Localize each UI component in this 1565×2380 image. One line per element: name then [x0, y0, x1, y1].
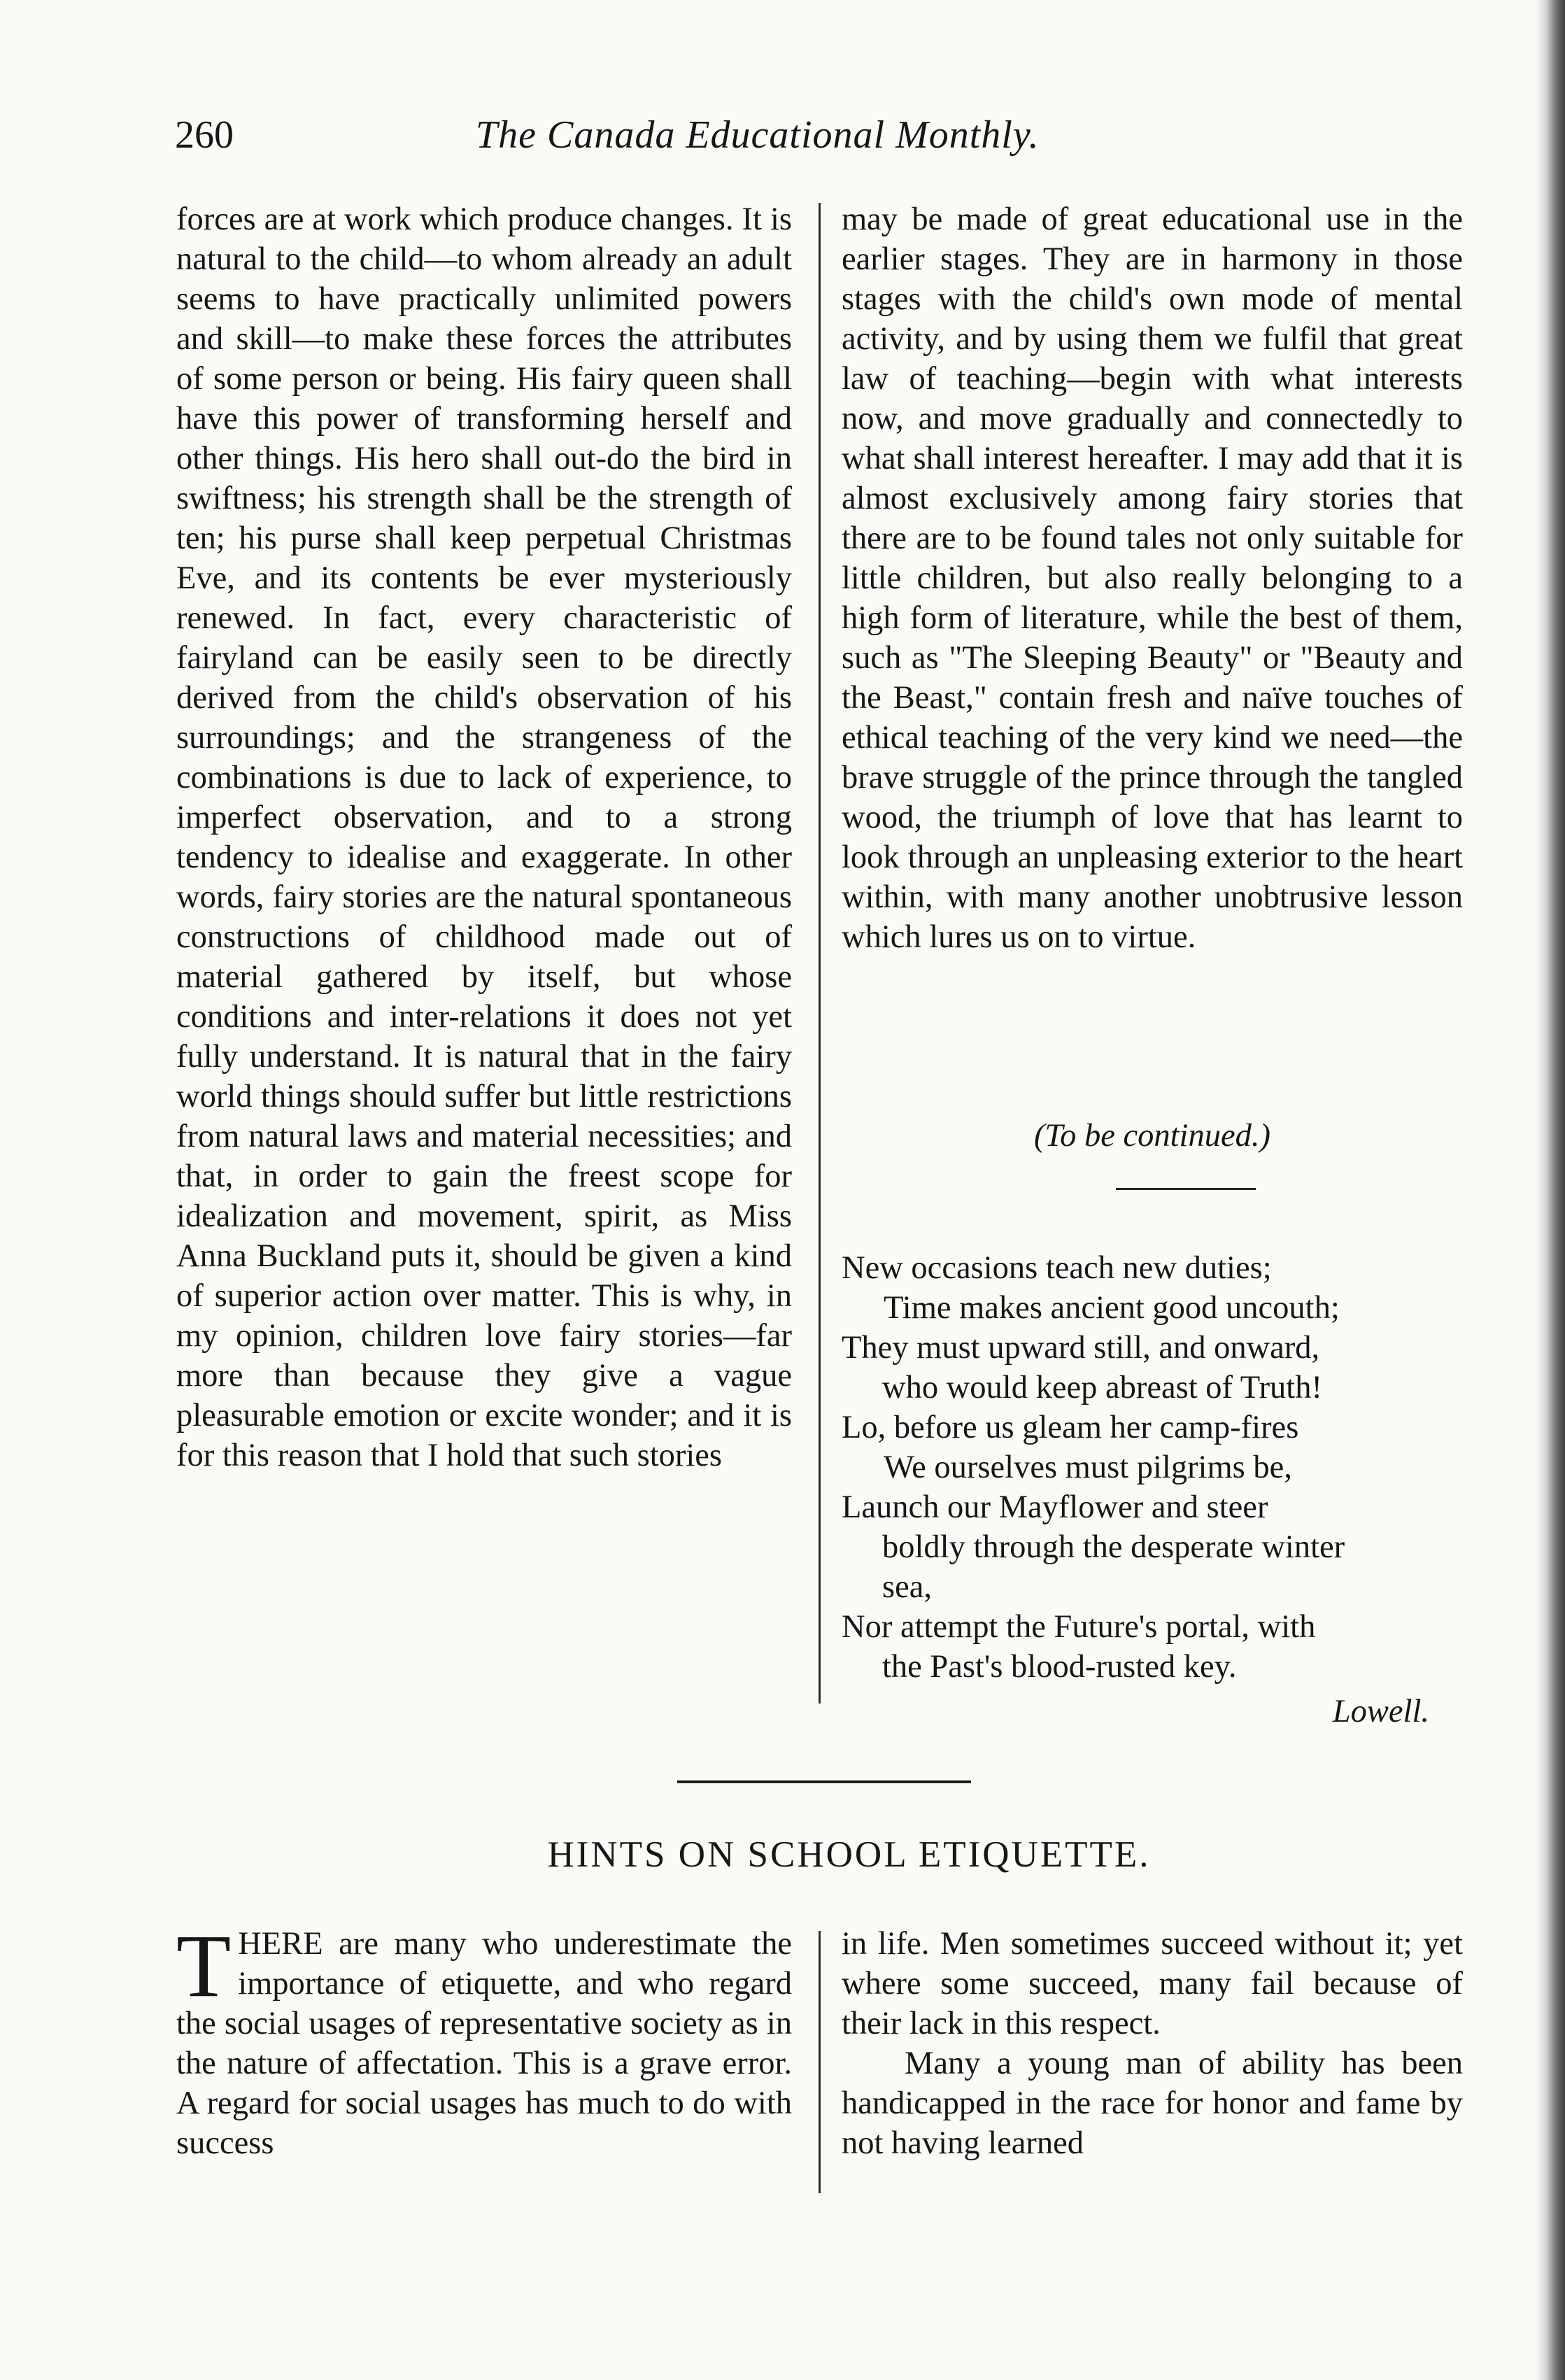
- poem-separator-rule: [1116, 1188, 1256, 1190]
- running-title: The Canada Educational Monthly.: [476, 113, 1040, 157]
- poem: [842, 1248, 1463, 1687]
- etiquette-left-column: [176, 1916, 792, 2163]
- poem-line: boldly through the desperate winter: [882, 1529, 1345, 1565]
- etiquette-right-column: [842, 1924, 1463, 2163]
- poem-line: Time makes ancient good uncouth;: [884, 1290, 1340, 1326]
- etiquette-paragraph-1: in life. Men sometimes succeed without it; yet where some succeed, many fail because of their lack in this respect.: [842, 1926, 1463, 2041]
- drop-cap: T: [176, 1916, 232, 2016]
- poem-line: Lo, before us gleam her camp-fires: [842, 1410, 1299, 1445]
- poem-line: who would keep abreast of Truth!: [882, 1370, 1322, 1405]
- article-left-paragraph: forces are at work which produce changes. It is natural to the child—to whom already an adult seems to have practically unlimited powers and skill—to make these forces the attributes of some person or being. His fairy queen shall have this power of transforming herself and other things. His hero shall out-do the bird in swiftness; his strength shall be the strength of ten; his purse shall keep perpetual Christmas Eve, and its contents be ever mysteriously renewed. In fact, every characteristic of fairyland can be easily seen to be directly derived from the child's observation of his surroundings; and the strangeness of the combinations is due to lack of experience, to imperfect observation, and to a strong tendency to idealise and exaggerate. In other words, fairy stories are the natural spontaneous constructions of childhood made out of material gathered by itself, but whose conditions and inter-relations it does not yet fully understand. It is natural that in the fairy world things should suffer but little restrictions from natural laws and material necessities; and that, in order to gain the freest scope for idealization and movement, spirit, as Miss Anna Buckland puts it, should be given a kind of superior action over matter. This is why, in my opinion, children love fairy stories—far more than because they give a vague pleasurable emotion or excite wonder; and it is for this reason that I hold that such stories: [176, 201, 792, 1473]
- poem-line: Nor attempt the Future's portal, with: [842, 1609, 1316, 1645]
- etiquette-paragraph-2: Many a young man of ability has been handicapped in the race for honor and fame by not having learned: [842, 2046, 1463, 2161]
- article-right-column: [842, 199, 1463, 957]
- etiquette-intro-text: HERE are many who underestimate the importance of etiquette, and who regard the social usages of representative society as in the nature of affectation. This is a grave error. A regard for social usages has much to do with success: [176, 1926, 792, 2161]
- poem-line: We ourselves must pilgrims be,: [884, 1450, 1292, 1485]
- etiquette-intro-paragraph: [176, 1916, 792, 2163]
- poem-line: New occasions teach new duties;: [842, 1250, 1272, 1286]
- column-divider-top: [819, 203, 821, 1703]
- page-number: 260: [175, 113, 234, 157]
- poem-line: the Past's blood-rusted key.: [882, 1649, 1237, 1685]
- poem-line: sea,: [882, 1569, 932, 1605]
- section-heading: HINTS ON SCHOOL ETIQUETTE.: [547, 1834, 1151, 1875]
- column-divider-bottom: [819, 1931, 821, 2193]
- article-left-column: [176, 199, 792, 1475]
- poem-author: Lowell.: [1332, 1694, 1429, 1729]
- section-separator-rule: [677, 1780, 971, 1783]
- article-right-paragraph: may be made of great educational use in the earlier stages. They are in harmony in those stages with the child's own mode of mental activity, and by using them we fulfil that great law of teaching—begin with what interests now, and move gradually and connectedly to what shall interest hereafter. I may add that it is almost exclusively among fairy stories that there are to be found tales not only suitable for little children, but also really belonging to a high form of literature, while the best of them, such as "The Sleeping Beauty" or "Beauty and the Beast," contain fresh and naïve touches of ethical teaching of the very kind we need—the brave struggle of the prince through the tangled wood, the triumph of love that has learnt to look through an unpleasing exterior to the heart within, with many another unobtrusive lesson which lures us on to virtue.: [842, 201, 1463, 955]
- poem-line: Launch our Mayflower and steer: [842, 1489, 1268, 1525]
- to-be-continued-note: (To be continued.): [1034, 1118, 1270, 1154]
- poem-line: They must upward still, and onward,: [842, 1330, 1320, 1366]
- binding-edge: [1536, 0, 1565, 2380]
